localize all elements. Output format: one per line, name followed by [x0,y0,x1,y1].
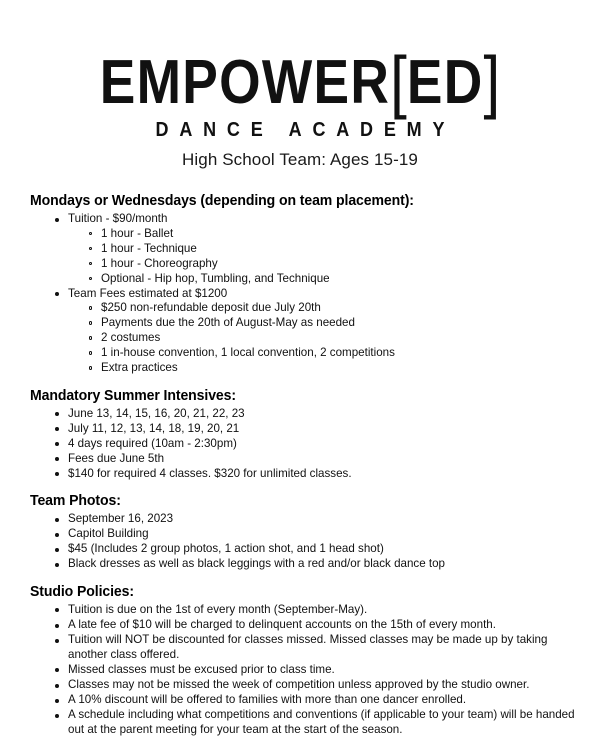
bullet-list [0,603,600,738]
list-item [0,618,600,633]
sub-list-item-text: 1 hour - Technique [101,242,600,257]
list-item [0,527,600,542]
list-item-text: June 13, 14, 15, 16, 20, 21, 22, 23 [68,407,600,422]
list-item-text: $140 for required 4 classes. $320 for unlimited classes. [68,467,600,482]
sub-list-item [68,272,600,287]
sub-list-item [68,257,600,272]
list-item [0,633,600,662]
list-item-text: July 11, 12, 13, 14, 18, 19, 20, 21 [68,422,600,437]
list-item-text: Tuition will NOT be discounted for classes missed. Missed classes may be made up by taking another class offered. [68,633,580,662]
sub-list-item-text: 1 in-house convention, 1 local convention, 2 competitions [101,346,600,361]
list-item [0,708,600,737]
logo-word-right: ED [406,48,484,117]
list-item-text: Tuition - $90/month [68,212,600,227]
list-item-text: Black dresses as well as black leggings with a red and/or black dance top [68,557,600,572]
list-item [0,407,600,422]
sub-list-item-text: 1 hour - Choreography [101,257,600,272]
bullet-list [0,407,600,482]
list-item [0,678,600,693]
list-item-text: Fees due June 5th [68,452,600,467]
sub-list-item-text: Extra practices [101,361,600,376]
list-item [0,452,600,467]
list-item [0,467,600,482]
sub-list-item-text: Optional - Hip hop, Tumbling, and Technique [101,272,600,287]
list-item [0,603,600,618]
document-section [0,388,600,482]
logo-subtitle: DANCE ACADEMY [155,118,456,141]
list-item-text: Classes may not be missed the week of competition unless approved by the studio owner. [68,678,580,693]
list-item [0,512,600,527]
page-title: High School Team: Ages 15-19 [182,150,418,169]
document-section [0,584,600,738]
list-item-text: Tuition is due on the 1st of every month (September-May). [68,603,580,618]
sub-list-item [68,301,600,316]
list-item [0,557,600,572]
section-heading: Mondays or Wednesdays (depending on team placement): [30,193,414,209]
sub-list-item [68,227,600,242]
list-item-text: September 16, 2023 [68,512,600,527]
sub-bullet-list [68,301,600,376]
list-item [0,663,600,678]
document-content [0,193,600,750]
list-item-text: $45 (Includes 2 group photos, 1 action shot, and 1 head shot) [68,542,600,557]
sub-list-item-text: Payments due the 20th of August-May as needed [101,316,600,331]
sub-list-item-text: 1 hour - Ballet [101,227,600,242]
sub-list-item [68,361,600,376]
sub-list-item [68,242,600,257]
sub-list-item [68,346,600,361]
sub-list-item [68,331,600,346]
sub-list-item-text: 2 costumes [101,331,600,346]
sub-list-item [68,316,600,331]
list-item [0,212,600,286]
logo-word-left: EMPOWER [99,48,391,117]
list-item-text: A late fee of $10 will be charged to delinquent accounts on the 15th of every month. [68,618,580,633]
section-heading: Mandatory Summer Intensives: [30,387,236,404]
list-item [0,422,600,437]
bullet-list [0,512,600,572]
list-item-text: Missed classes must be excused prior to class time. [68,663,580,678]
studio-logo [0,42,600,142]
list-item [0,693,600,708]
logo-bracket-open: [ [390,42,407,120]
list-item [0,287,600,376]
bullet-list [0,212,600,376]
logo-bracket-close: ] [483,42,501,120]
document-section [0,193,600,376]
sub-list-item-text: $250 non-refundable deposit due July 20th [101,301,600,316]
list-item [0,542,600,557]
document-section [0,493,600,572]
sub-bullet-list [68,227,600,287]
logo-wordmark [42,42,558,120]
list-item [0,437,600,452]
list-item-text: Team Fees estimated at $1200 [68,287,600,302]
section-heading: Studio Policies: [30,583,134,600]
section-heading: Team Photos: [30,493,121,510]
list-item-text: A 10% discount will be offered to families with more than one dancer enrolled. [68,693,580,708]
list-item-text: A schedule including what competitions and conventions (if applicable to your team) will be handed out at the parent meeting for your team at the start of the season. [68,708,580,737]
list-item-text: 4 days required (10am - 2:30pm) [68,437,600,452]
list-item-text: Capitol Building [68,527,600,542]
